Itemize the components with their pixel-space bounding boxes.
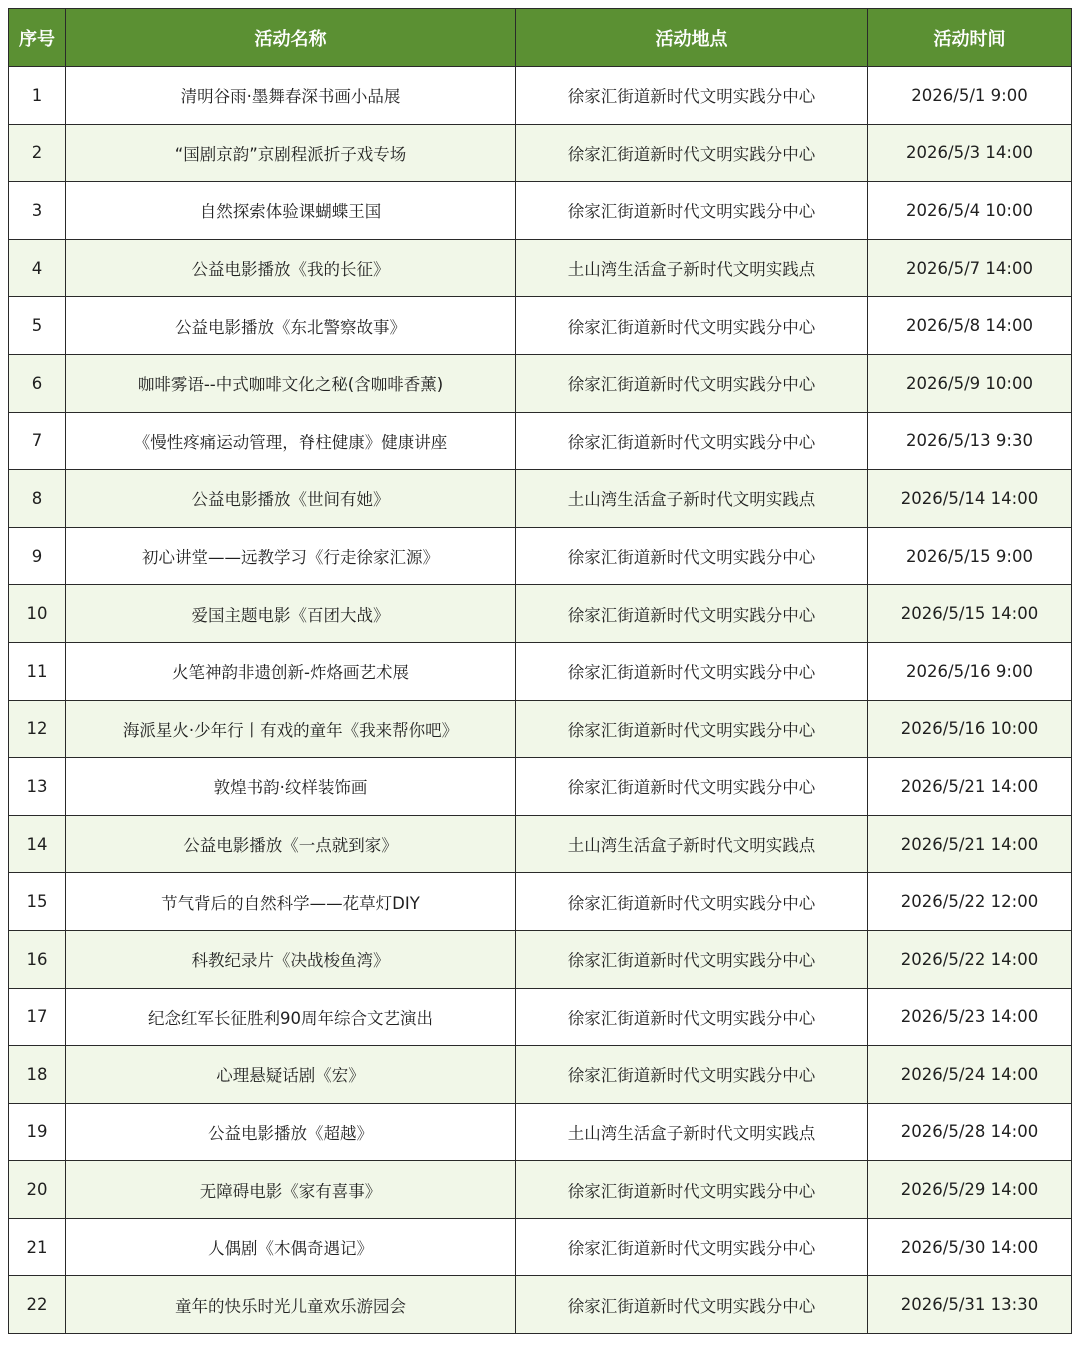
cell-no: 1: [9, 67, 66, 125]
cell-activity-place: 徐家汇街道新时代文明实践分中心: [516, 585, 868, 643]
cell-activity-time: 2026/5/7 14:00: [868, 239, 1072, 297]
cell-activity-place: 徐家汇街道新时代文明实践分中心: [516, 930, 868, 988]
cell-activity-name: 《慢性疼痛运动管理，脊柱健康》健康讲座: [66, 412, 516, 470]
table-row: [9, 67, 1072, 125]
cell-activity-name: 初心讲堂——远教学习《行走徐家汇源》: [66, 527, 516, 585]
cell-activity-name: 公益电影播放《东北警察故事》: [66, 297, 516, 355]
cell-activity-name: 纪念红军长征胜利90周年综合文艺演出: [66, 988, 516, 1046]
cell-activity-time: 2026/5/14 14:00: [868, 470, 1072, 528]
table-row: [9, 873, 1072, 931]
cell-activity-place: 徐家汇街道新时代文明实践分中心: [516, 297, 868, 355]
cell-no: 9: [9, 527, 66, 585]
cell-activity-name: 心理悬疑话剧《宏》: [66, 1046, 516, 1104]
cell-activity-name: 自然探索体验课蝴蝶王国: [66, 182, 516, 240]
table-body: [9, 67, 1072, 1334]
cell-activity-time: 2026/5/28 14:00: [868, 1103, 1072, 1161]
cell-activity-place: 徐家汇街道新时代文明实践分中心: [516, 988, 868, 1046]
cell-activity-place: 徐家汇街道新时代文明实践分中心: [516, 354, 868, 412]
cell-no: 14: [9, 815, 66, 873]
cell-activity-time: 2026/5/8 14:00: [868, 297, 1072, 355]
cell-no: 10: [9, 585, 66, 643]
activity-schedule: [8, 8, 1072, 1334]
cell-activity-place: 徐家汇街道新时代文明实践分中心: [516, 182, 868, 240]
cell-no: 6: [9, 354, 66, 412]
cell-no: 4: [9, 239, 66, 297]
cell-activity-name: 无障碍电影《家有喜事》: [66, 1161, 516, 1219]
cell-activity-time: 2026/5/3 14:00: [868, 124, 1072, 182]
header-no: 序号: [9, 9, 66, 67]
table-row: [9, 239, 1072, 297]
cell-activity-name: 清明谷雨·墨舞春深书画小品展: [66, 67, 516, 125]
cell-activity-place: 土山湾生活盒子新时代文明实践点: [516, 239, 868, 297]
cell-activity-place: 徐家汇街道新时代文明实践分中心: [516, 124, 868, 182]
cell-activity-time: 2026/5/21 14:00: [868, 758, 1072, 816]
cell-activity-name: 公益电影播放《一点就到家》: [66, 815, 516, 873]
cell-activity-name: “国剧京韵”京剧程派折子戏专场: [66, 124, 516, 182]
table-row: [9, 930, 1072, 988]
table-row: [9, 1276, 1072, 1334]
cell-activity-name: 童年的快乐时光儿童欢乐游园会: [66, 1276, 516, 1334]
cell-activity-place: 徐家汇街道新时代文明实践分中心: [516, 1046, 868, 1104]
cell-activity-time: 2026/5/16 9:00: [868, 642, 1072, 700]
cell-activity-time: 2026/5/1 9:00: [868, 67, 1072, 125]
cell-activity-place: 徐家汇街道新时代文明实践分中心: [516, 412, 868, 470]
cell-activity-time: 2026/5/4 10:00: [868, 182, 1072, 240]
cell-activity-time: 2026/5/13 9:30: [868, 412, 1072, 470]
cell-no: 17: [9, 988, 66, 1046]
cell-activity-place: 徐家汇街道新时代文明实践分中心: [516, 1218, 868, 1276]
cell-no: 8: [9, 470, 66, 528]
table-row: [9, 182, 1072, 240]
cell-activity-time: 2026/5/15 9:00: [868, 527, 1072, 585]
cell-activity-time: 2026/5/31 13:30: [868, 1276, 1072, 1334]
cell-no: 21: [9, 1218, 66, 1276]
cell-no: 2: [9, 124, 66, 182]
cell-activity-place: 徐家汇街道新时代文明实践分中心: [516, 527, 868, 585]
cell-activity-name: 爱国主题电影《百团大战》: [66, 585, 516, 643]
cell-activity-name: 火笔神韵非遗创新-炸烙画艺术展: [66, 642, 516, 700]
cell-activity-name: 咖啡雾语--中式咖啡文化之秘(含咖啡香薰): [66, 354, 516, 412]
cell-no: 5: [9, 297, 66, 355]
table-row: [9, 354, 1072, 412]
cell-activity-name: 人偶剧《木偶奇遇记》: [66, 1218, 516, 1276]
table-row: [9, 815, 1072, 873]
cell-no: 19: [9, 1103, 66, 1161]
cell-activity-time: 2026/5/9 10:00: [868, 354, 1072, 412]
table-row: [9, 1103, 1072, 1161]
header-activity-place: 活动地点: [516, 9, 868, 67]
cell-no: 7: [9, 412, 66, 470]
cell-no: 3: [9, 182, 66, 240]
cell-activity-time: 2026/5/15 14:00: [868, 585, 1072, 643]
table-row: [9, 642, 1072, 700]
cell-activity-place: 徐家汇街道新时代文明实践分中心: [516, 67, 868, 125]
cell-no: 20: [9, 1161, 66, 1219]
cell-activity-time: 2026/5/24 14:00: [868, 1046, 1072, 1104]
cell-no: 11: [9, 642, 66, 700]
cell-no: 15: [9, 873, 66, 931]
cell-activity-time: 2026/5/23 14:00: [868, 988, 1072, 1046]
table-row: [9, 1046, 1072, 1104]
table-row: [9, 988, 1072, 1046]
table-row: [9, 700, 1072, 758]
cell-no: 13: [9, 758, 66, 816]
cell-activity-time: 2026/5/16 10:00: [868, 700, 1072, 758]
cell-activity-time: 2026/5/30 14:00: [868, 1218, 1072, 1276]
cell-activity-place: 土山湾生活盒子新时代文明实践点: [516, 1103, 868, 1161]
cell-no: 12: [9, 700, 66, 758]
cell-activity-time: 2026/5/22 14:00: [868, 930, 1072, 988]
cell-activity-name: 海派星火·少年行丨有戏的童年《我来帮你吧》: [66, 700, 516, 758]
cell-activity-name: 敦煌书韵·纹样装饰画: [66, 758, 516, 816]
cell-activity-place: 土山湾生活盒子新时代文明实践点: [516, 470, 868, 528]
cell-activity-name: 公益电影播放《超越》: [66, 1103, 516, 1161]
cell-activity-place: 徐家汇街道新时代文明实践分中心: [516, 642, 868, 700]
table-row: [9, 124, 1072, 182]
cell-activity-time: 2026/5/22 12:00: [868, 873, 1072, 931]
table-row: [9, 758, 1072, 816]
table-row: [9, 1218, 1072, 1276]
table-row: [9, 1161, 1072, 1219]
cell-no: 22: [9, 1276, 66, 1334]
cell-activity-name: 公益电影播放《我的长征》: [66, 239, 516, 297]
cell-activity-time: 2026/5/21 14:00: [868, 815, 1072, 873]
table-row: [9, 527, 1072, 585]
table-row: [9, 470, 1072, 528]
cell-activity-place: 徐家汇街道新时代文明实践分中心: [516, 1276, 868, 1334]
cell-activity-place: 徐家汇街道新时代文明实践分中心: [516, 758, 868, 816]
cell-activity-name: 科教纪录片《决战梭鱼湾》: [66, 930, 516, 988]
table-header-row: [9, 9, 1072, 67]
header-activity-name: 活动名称: [66, 9, 516, 67]
table-row: [9, 585, 1072, 643]
cell-activity-place: 徐家汇街道新时代文明实践分中心: [516, 873, 868, 931]
cell-activity-name: 节气背后的自然科学——花草灯DIY: [66, 873, 516, 931]
activity-table: [8, 8, 1072, 1334]
cell-no: 18: [9, 1046, 66, 1104]
cell-activity-time: 2026/5/29 14:00: [868, 1161, 1072, 1219]
cell-no: 16: [9, 930, 66, 988]
table-row: [9, 412, 1072, 470]
table-row: [9, 297, 1072, 355]
cell-activity-place: 徐家汇街道新时代文明实践分中心: [516, 700, 868, 758]
cell-activity-name: 公益电影播放《世间有她》: [66, 470, 516, 528]
cell-activity-place: 土山湾生活盒子新时代文明实践点: [516, 815, 868, 873]
cell-activity-place: 徐家汇街道新时代文明实践分中心: [516, 1161, 868, 1219]
header-activity-time: 活动时间: [868, 9, 1072, 67]
